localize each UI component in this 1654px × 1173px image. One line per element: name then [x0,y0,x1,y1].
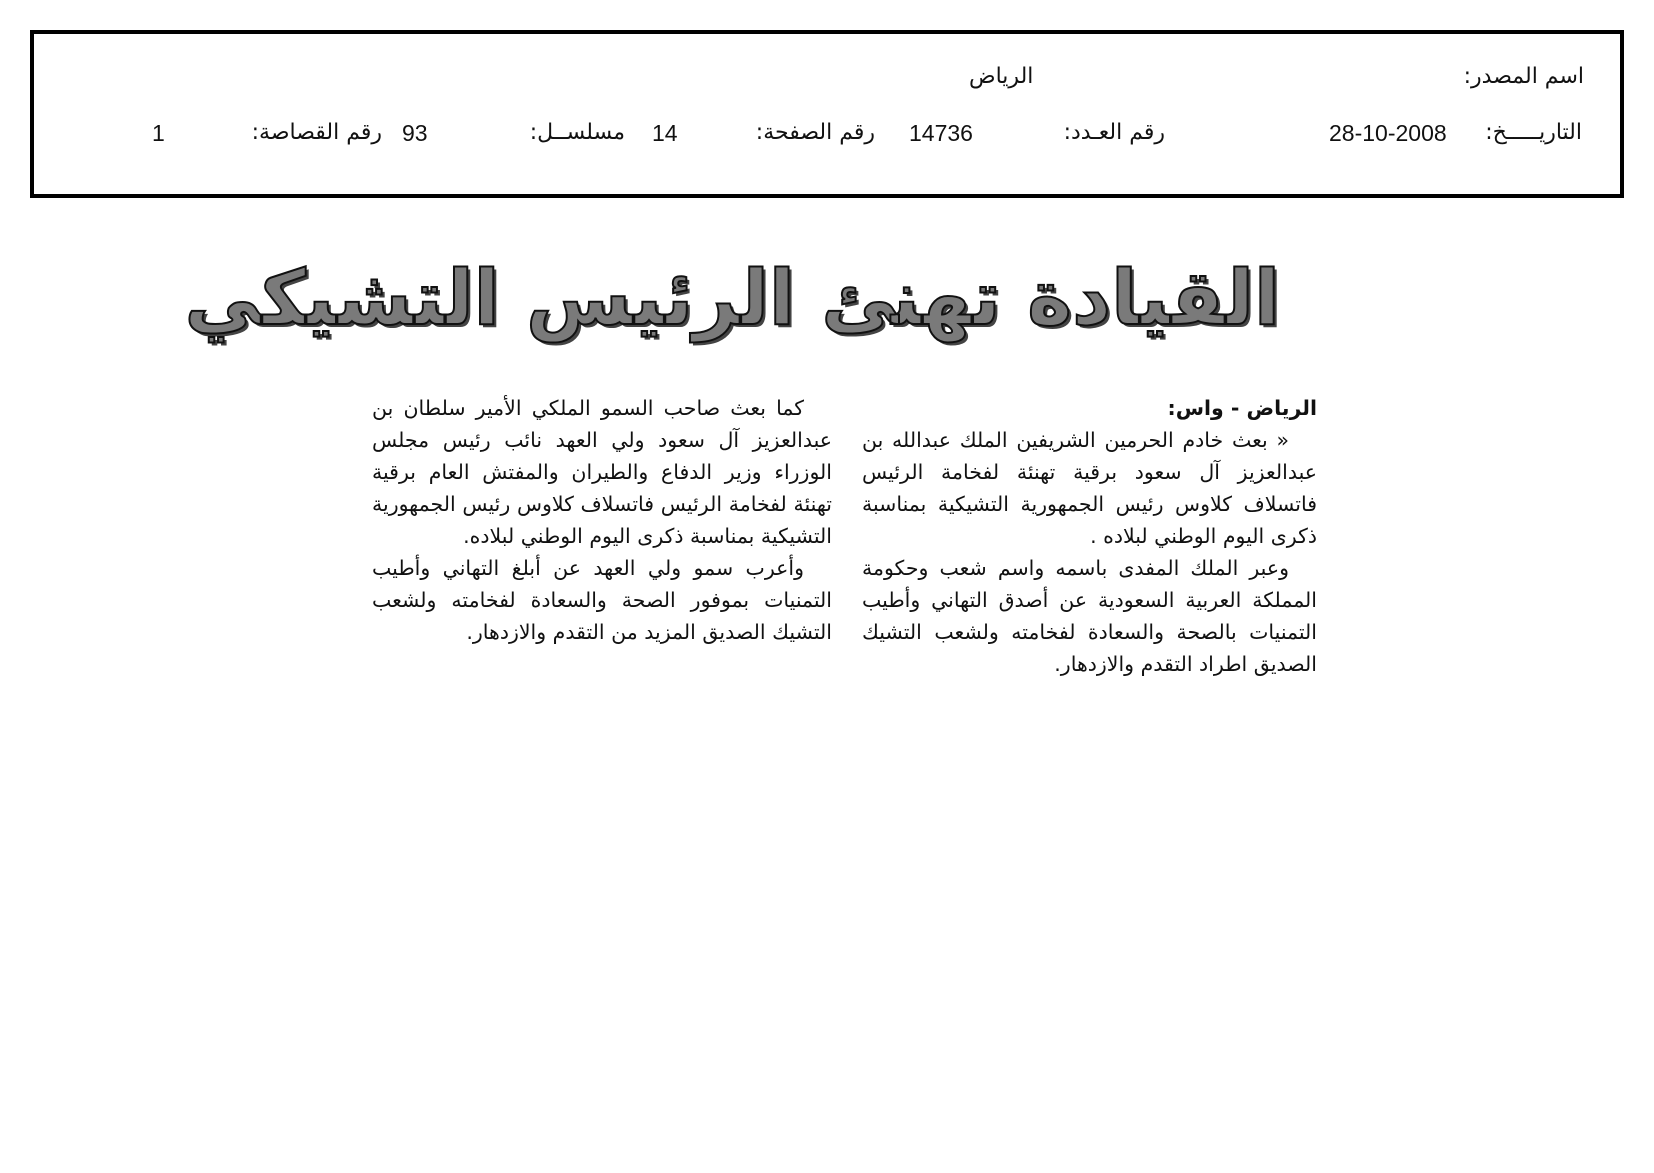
date-value: 28-10-2008 [1329,120,1447,146]
serial-value: 93 [402,120,428,146]
page-label: رقم الصفحة: [755,120,875,145]
article-column-left [372,392,832,648]
article-headline: القيادة تهنئ الرئيس التشيكي [184,253,1280,342]
article-dateline: الرياض - واس: [1167,396,1317,420]
article-paragraph: وعبر الملك المفدى باسمه واسم شعب وحكومة المملكة العربية السعودية عن أصدق التهاني وأطيب التمنيات بالصحة والسعادة لفخامته ولشعب التشيك الصديق اطراد التقدم والازدهار. [862,556,1317,676]
article-paragraph: « بعث خادم الحرمين الشريفين الملك عبدالله بن عبدالعزيز آل سعود برقية تهنئة لفخامة الرئيس فاتسلاف كلاوس رئيس الجمهورية التشيكية بمناسبة ذكرى اليوم الوطني لبلاده . [862,428,1317,548]
page-value: 14 [652,120,678,146]
article-paragraph: وأعرب سمو ولي العهد عن أبلغ التهاني وأطيب التمنيات بموفور الصحة والسعادة لفخامته ولشعب التشيك الصديق المزيد من التقدم والازدهار. [372,556,832,644]
source-value: الرياض [969,64,1034,89]
serial-label: مسلســل: [529,120,625,145]
source-label: اسم المصدر: [1463,64,1584,89]
date-label: التاريـــــخ: [1485,120,1582,145]
issue-value: 14736 [909,120,973,146]
issue-label: رقم العـدد: [1063,120,1165,145]
clip-value: 1 [152,120,165,146]
article-column-right [862,392,1317,680]
clipping-header-box [30,30,1624,198]
article-paragraph: كما بعث صاحب السمو الملكي الأمير سلطان بن عبدالعزيز آل سعود ولي العهد نائب رئيس مجلس الوزراء وزير الدفاع والطيران والمفتش العام برقية تهنئة لفخامة الرئيس فاتسلاف كلاوس رئيس الجمهورية التشيكية بمناسبة ذكرى اليوم الوطني لبلاده. [372,396,832,548]
clip-label: رقم القصاصة: [251,120,382,145]
